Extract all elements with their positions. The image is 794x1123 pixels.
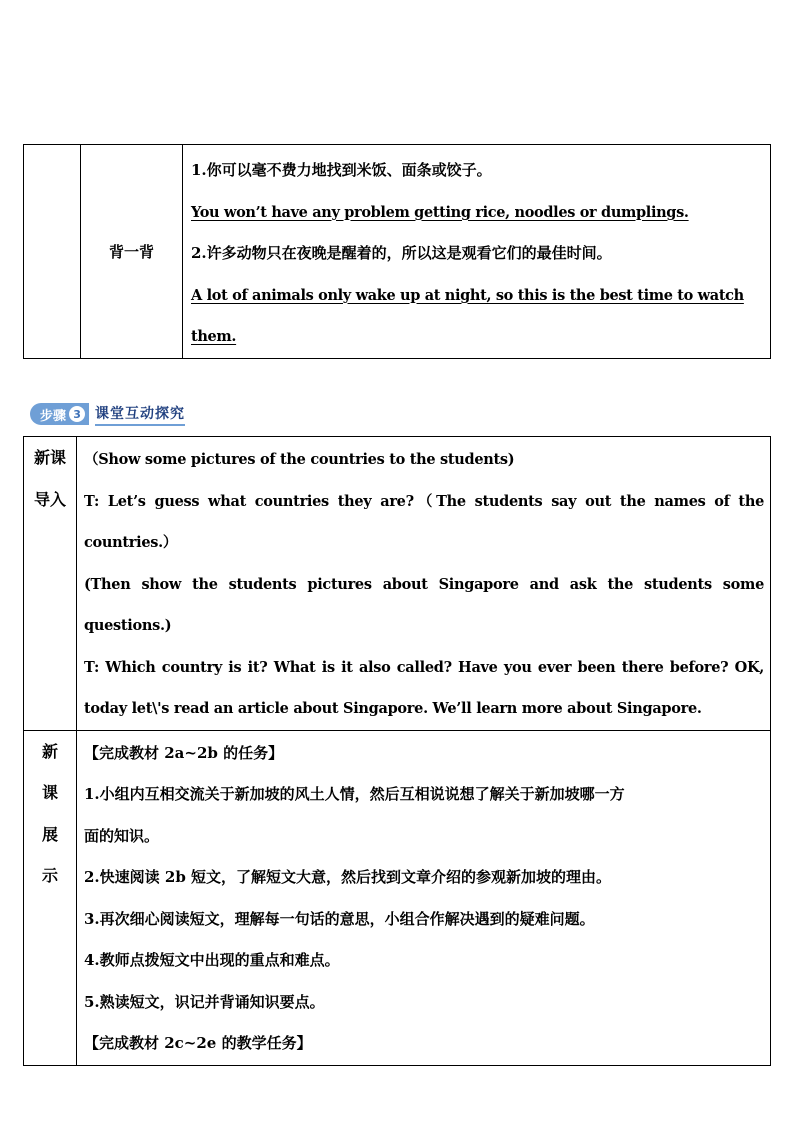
display-label [24, 730, 77, 1065]
display-line-3: 面的知识。 [84, 826, 160, 845]
review-table [23, 144, 771, 359]
intro-label-line-1: 新课 [33, 448, 66, 467]
display-line-2: 1.小组内互相交流关于新加坡的风土人情，然后互相说说想了解关于新加坡哪一方 [84, 785, 625, 803]
review-content [183, 145, 771, 359]
review-line-5: them. [191, 328, 237, 345]
display-content [77, 730, 771, 1065]
review-line-3: 2.许多动物只在夜晚是醒着的，所以这是观看它们的最佳时间。 [191, 244, 612, 262]
display-label-char-3: 展 [41, 824, 58, 844]
intro-line-2: T: Let’s guess what countries they are?（The students say out the names of the [84, 492, 764, 510]
lesson-table [23, 436, 771, 1066]
review-line-4: A lot of animals only wake up at night, so this is the best time to watch [191, 286, 744, 304]
intro-line-6: T: Which country is it? What is it also called? Have you ever been there before? OK, [84, 658, 764, 676]
review-line-2: You won’t have any problem getting rice, noodles or dumplings. [191, 203, 689, 221]
intro-label-line-2: 导入 [33, 489, 66, 509]
display-row [24, 730, 771, 1065]
display-line-5: 3.再次细心阅读短文，理解每一句话的意思，小组合作解决遇到的疑难问题。 [84, 909, 595, 928]
display-line-4: 2.快速阅读 2b 短文，了解短文大意，然后找到文章介绍的参观新加坡的理由。 [84, 868, 612, 886]
review-line-1: 1.你可以毫不费力地找到米饭、面条或饺子。 [191, 161, 492, 179]
step-badge [30, 403, 89, 425]
intro-line-7: today let\'s read an article about Singapore. We’ll learn more about Singapore. [84, 700, 702, 717]
intro-row [24, 437, 771, 731]
intro-line-4: (Then show the students pictures about Singapore and ask the students some [84, 575, 764, 593]
step-badge-text: 步骤 [40, 408, 67, 424]
display-line-8: 【完成教材 2c~2e 的教学任务】 [84, 1034, 312, 1052]
step-title: 课堂互动探究 [95, 403, 185, 426]
review-label: 背一背 [81, 145, 183, 359]
intro-content [77, 437, 771, 731]
display-label-char-2: 课 [41, 783, 58, 802]
display-line-6: 4.教师点拨短文中出现的重点和难点。 [84, 951, 340, 969]
display-label-char-1: 新 [41, 741, 58, 761]
intro-line-3: countries.） [84, 534, 178, 551]
review-empty-cell [24, 145, 81, 359]
step-number: 3 [69, 406, 85, 422]
display-line-7: 5.熟读短文，识记并背诵知识要点。 [84, 992, 325, 1011]
display-line-1: 【完成教材 2a~2b 的任务】 [84, 743, 284, 762]
intro-label [24, 437, 77, 731]
display-label-char-4: 示 [41, 866, 58, 885]
intro-line-5: questions.) [84, 617, 172, 634]
step-header [30, 402, 185, 426]
intro-line-1: （Show some pictures of the countries to the students) [84, 451, 515, 468]
review-row [24, 145, 771, 359]
